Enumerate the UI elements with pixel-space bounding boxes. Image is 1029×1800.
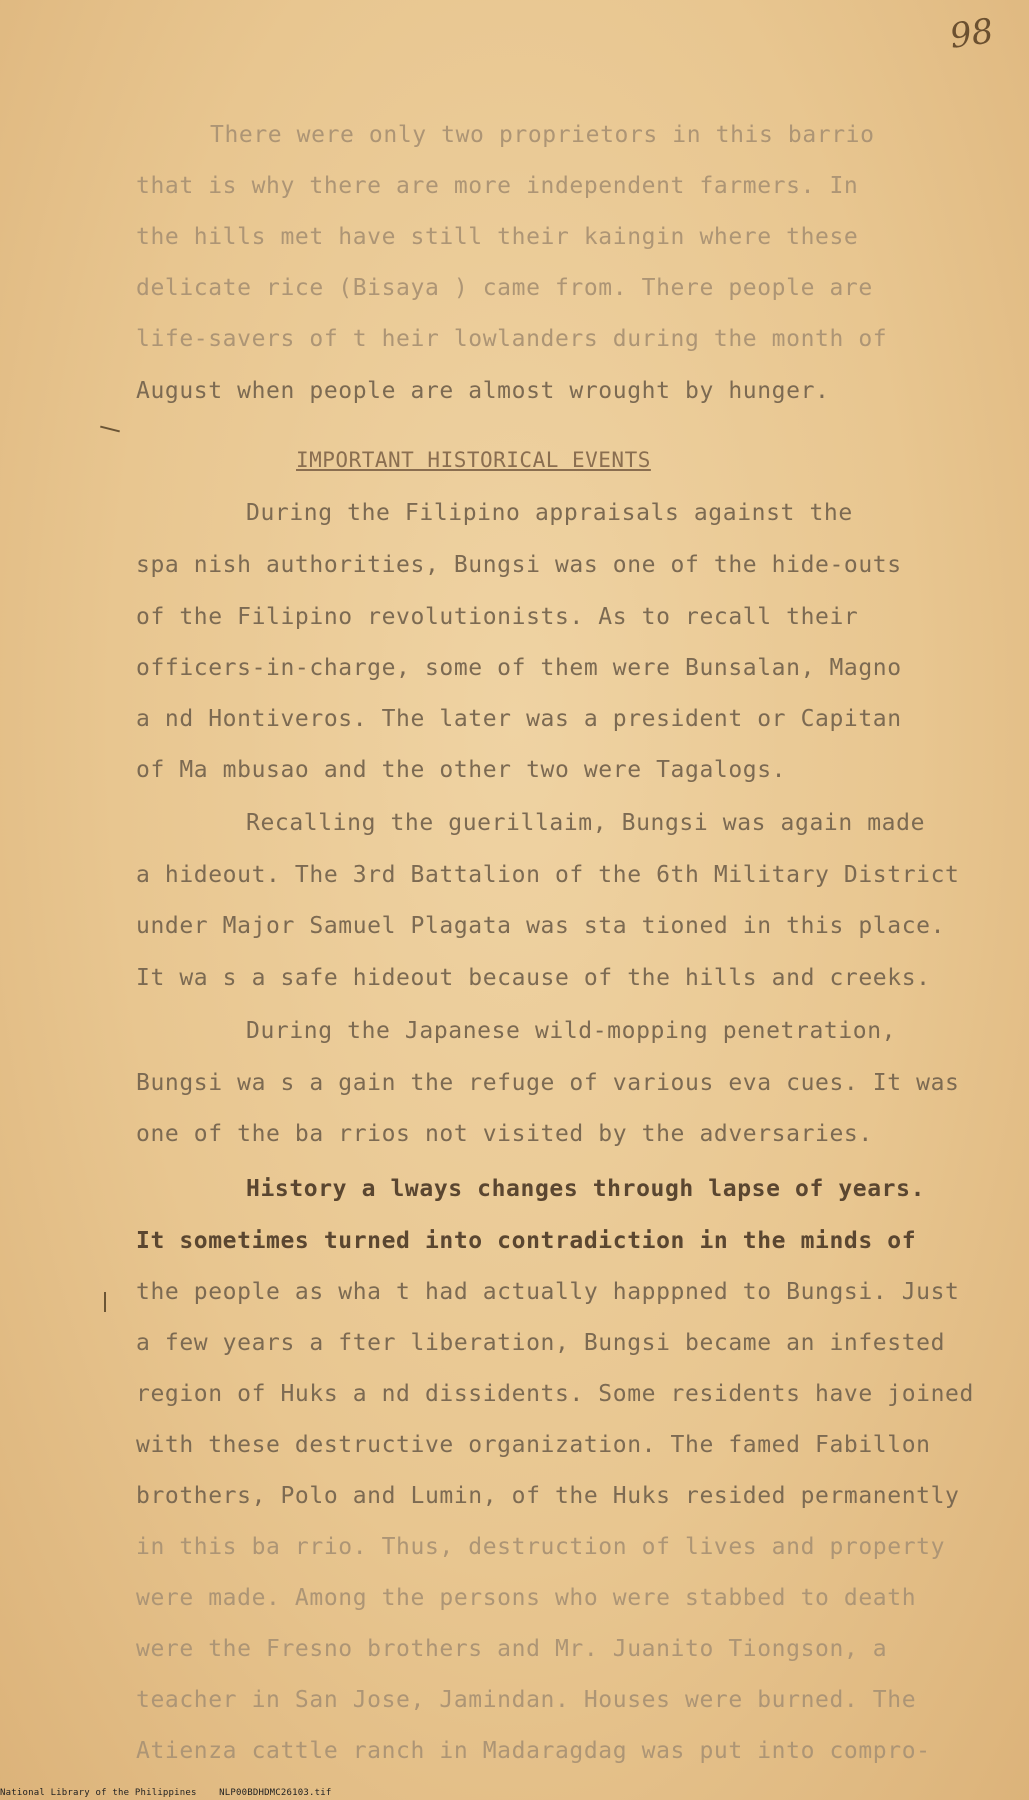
- section-heading: IMPORTANT HISTORICAL EVENTS: [296, 448, 651, 472]
- margin-mark: [100, 426, 120, 433]
- text-line: spa nish authorities, Bungsi was one of the hide-outs: [136, 552, 902, 578]
- text-line: one of the ba rrios not visited by the adversaries.: [136, 1121, 873, 1147]
- text-line: were the Fresno brothers and Mr. Juanito Tiongson, a: [136, 1636, 888, 1662]
- text-line: During the Japanese wild-mopping penetration,: [246, 1018, 897, 1044]
- text-line: It sometimes turned into contradiction in the minds of: [136, 1228, 917, 1254]
- text-line: the hills met have still their kaingin where these: [136, 224, 859, 250]
- text-line: It wa s a safe hideout because of the hills and creeks.: [136, 965, 931, 991]
- text-line: Recalling the guerillaim, Bungsi was again made: [246, 810, 926, 836]
- text-line: of the Filipino revolutionists. As to recall their: [136, 604, 859, 630]
- text-line: region of Huks a nd dissidents. Some residents have joined: [136, 1381, 974, 1407]
- text-line: History a lways changes through lapse of years.: [246, 1176, 926, 1202]
- text-line: life-savers of t heir lowlanders during the month of: [136, 326, 888, 352]
- text-line: were made. Among the persons who were stabbed to death: [136, 1585, 917, 1611]
- text-line: officers-in-charge, some of them were Bunsalan, Magno: [136, 655, 902, 681]
- text-line: There were only two proprietors in this barrio: [210, 122, 875, 148]
- text-line: a nd Hontiveros. The later was a president or Capitan: [136, 706, 902, 732]
- text-line: August when people are almost wrought by hunger.: [136, 378, 830, 404]
- text-line: the people as wha t had actually happpned to Bungsi. Just: [136, 1279, 960, 1305]
- text-line: delicate rice (Bisaya ) came from. There people are: [136, 275, 873, 301]
- text-line: in this ba rrio. Thus, destruction of lives and property: [136, 1534, 946, 1560]
- text-line: teacher in San Jose, Jamindan. Houses were burned. The: [136, 1687, 917, 1713]
- scan-footer: National Library of the Philippines NLP00BDHDMC26103.tif: [0, 1788, 332, 1798]
- text-line: with these destructive organization. The famed Fabillon: [136, 1432, 931, 1458]
- margin-mark: [104, 1292, 106, 1312]
- text-line: a few years a fter liberation, Bungsi became an infested: [136, 1330, 946, 1356]
- text-line: a hideout. The 3rd Battalion of the 6th Military District: [136, 862, 960, 888]
- text-line: of Ma mbusao and the other two were Tagalogs.: [136, 757, 787, 783]
- text-line: Bungsi wa s a gain the refuge of various eva cues. It was: [136, 1070, 960, 1096]
- page-number: 98: [947, 11, 996, 57]
- text-line: brothers, Polo and Lumin, of the Huks resided permanently: [136, 1483, 960, 1509]
- text-line: that is why there are more independent farmers. In: [136, 173, 859, 199]
- text-line: During the Filipino appraisals against the: [246, 500, 853, 526]
- text-line: under Major Samuel Plagata was sta tioned in this place.: [136, 913, 946, 939]
- text-line: Atienza cattle ranch in Madaragdag was put into compro-: [136, 1738, 931, 1764]
